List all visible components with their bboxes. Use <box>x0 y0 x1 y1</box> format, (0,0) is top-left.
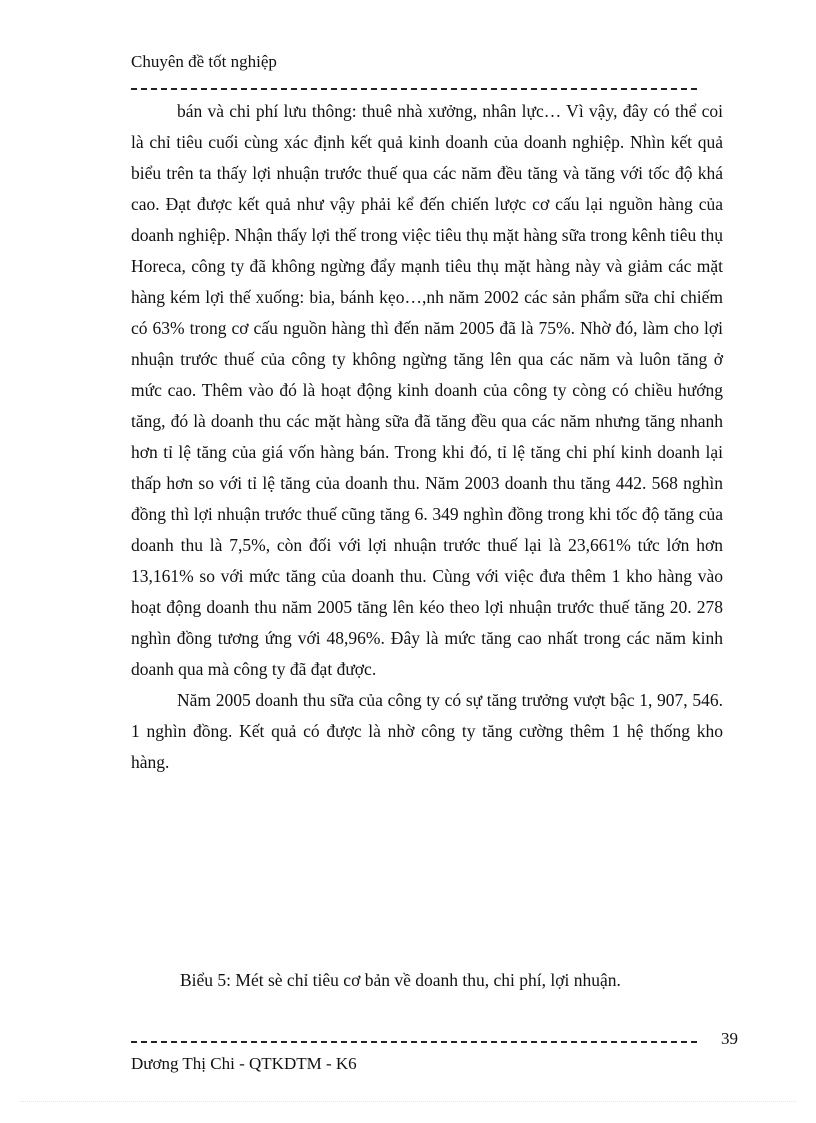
page-number: 39 <box>721 1029 738 1048</box>
footer-author: Dương Thị Chi - QTKDTM - K6 <box>131 1054 357 1073</box>
page-header-title: Chuyên đề tốt nghiệp <box>131 52 277 71</box>
page-bottom-guide <box>20 1101 796 1102</box>
body-paragraph-2: Năm 2005 doanh thu sữa của công ty có sự tăng trưởng vượt bậc 1, 907, 546. 1 nghìn đồng. Kết quả có được là nhờ công ty tăng cường thêm 1 hệ thống kho hàng. <box>131 690 723 772</box>
chart-caption: Biểu 5: Mét sè chỉ tiêu cơ bản về doanh thu, chi phí, lợi nhuận. <box>180 970 621 990</box>
header-divider <box>131 88 697 90</box>
footer-divider <box>131 1041 697 1043</box>
document-body <box>131 96 723 778</box>
body-paragraph-1: bán và chi phí lưu thông: thuê nhà xưởng, nhân lực… Vì vậy, đây có thể coi là chỉ tiêu cuối cùng xác định kết quả kinh doanh của doanh nghiệp. Nhìn kết quả biểu trên ta thấy lợi nhuận trước thuế qua các năm đều tăng và tăng với tốc độ khá cao. Đạt được kết quả như vậy phải kể đến chiến lược cơ cấu lại nguồn hàng của doanh nghiệp. Nhận thấy lợi thế trong việc tiêu thụ mặt hàng sữa trong kênh tiêu thụ Horeca, công ty đã không ngừng đẩy mạnh tiêu thụ mặt hàng này và giảm các mặt hàng kém lợi thế xuống: bia, bánh kẹo…,nh năm 2002 các sản phẩm sữa chỉ chiếm có 63% trong cơ cấu nguồn hàng thì đến năm 2005 đã là 75%. Nhờ đó, làm cho lợi nhuận trước thuế của công ty không ngừng tăng lên qua các năm và luôn tăng ở mức cao. Thêm vào đó là hoạt động kinh doanh của công ty còng có chiều hướng tăng, đó là doanh thu các mặt hàng sữa đã tăng đều qua các năm nhưng tăng nhanh hơn tỉ lệ tăng của giá vốn hàng bán. Trong khi đó, tỉ lệ tăng chi phí kinh doanh lại thấp hơn so với tỉ lệ tăng của doanh thu. Năm 2003 doanh thu tăng 442. 568 nghìn đồng thì lợi nhuận trước thuế cũng tăng 6. 349 nghìn đồng trong khi tốc độ tăng của doanh thu là 7,5%, còn đối với lợi nhuận trước thuế lại là 23,661% tức lớn hơn 13,161% so với mức tăng của doanh thu. Cùng với việc đưa thêm 1 kho hàng vào hoạt động doanh thu năm 2005 tăng lên kéo theo lợi nhuận trước thuế tăng 20. 278 nghìn đồng tương ứng với 48,96%. Đây là mức tăng cao nhất trong các năm kinh doanh qua mà công ty đã đạt được. <box>131 101 723 679</box>
